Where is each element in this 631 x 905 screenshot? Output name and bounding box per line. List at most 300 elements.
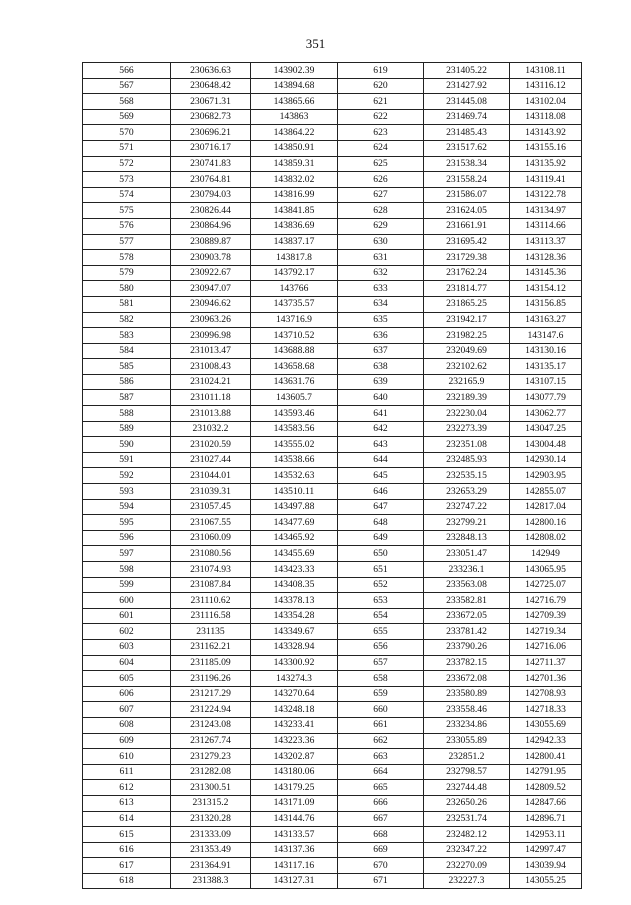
- x-coordinate-cell: 231282.08: [171, 764, 251, 780]
- point-number-cell: 663: [338, 749, 424, 765]
- y-coordinate-cell: 143555.02: [251, 437, 338, 453]
- point-number-cell: 600: [83, 593, 171, 609]
- point-number-cell: 574: [83, 187, 171, 203]
- x-coordinate-cell: 231485.43: [424, 125, 510, 141]
- table-row: [83, 296, 582, 312]
- y-coordinate-cell: 143114.66: [510, 218, 582, 234]
- y-coordinate-cell: 142942.33: [510, 733, 582, 749]
- x-coordinate-cell: 231695.42: [424, 234, 510, 250]
- y-coordinate-cell: 143354.28: [251, 608, 338, 624]
- y-coordinate-cell: 143378.13: [251, 593, 338, 609]
- y-coordinate-cell: 143137.36: [251, 842, 338, 858]
- y-coordinate-cell: 142930.14: [510, 452, 582, 468]
- x-coordinate-cell: 231661.91: [424, 218, 510, 234]
- table-row: [83, 374, 582, 390]
- y-coordinate-cell: 143894.68: [251, 78, 338, 94]
- x-coordinate-cell: 233790.26: [424, 639, 510, 655]
- table-row: [83, 530, 582, 546]
- point-number-cell: 664: [338, 764, 424, 780]
- point-number-cell: 618: [83, 873, 171, 889]
- x-coordinate-cell: 231517.62: [424, 140, 510, 156]
- point-number-cell: 596: [83, 530, 171, 546]
- table-row: [83, 343, 582, 359]
- y-coordinate-cell: 142817.04: [510, 499, 582, 515]
- point-number-cell: 662: [338, 733, 424, 749]
- table-row: [83, 749, 582, 765]
- x-coordinate-cell: 232744.48: [424, 780, 510, 796]
- x-coordinate-cell: 230864.96: [171, 218, 251, 234]
- point-number-cell: 616: [83, 842, 171, 858]
- point-number-cell: 568: [83, 94, 171, 110]
- table-row: [83, 187, 582, 203]
- x-coordinate-cell: 232273.39: [424, 421, 510, 437]
- point-number-cell: 609: [83, 733, 171, 749]
- table-row: [83, 359, 582, 375]
- point-number-cell: 666: [338, 795, 424, 811]
- y-coordinate-cell: 143837.17: [251, 234, 338, 250]
- point-number-cell: 597: [83, 546, 171, 562]
- y-coordinate-cell: 143135.92: [510, 156, 582, 172]
- y-coordinate-cell: 143735.57: [251, 296, 338, 312]
- point-number-cell: 589: [83, 421, 171, 437]
- table-row: [83, 515, 582, 531]
- point-number-cell: 571: [83, 140, 171, 156]
- point-number-cell: 671: [338, 873, 424, 889]
- x-coordinate-cell: 231814.77: [424, 281, 510, 297]
- x-coordinate-cell: 231333.09: [171, 827, 251, 843]
- point-number-cell: 670: [338, 858, 424, 874]
- y-coordinate-cell: 143455.69: [251, 546, 338, 562]
- table-row: [83, 312, 582, 328]
- y-coordinate-cell: 143147.6: [510, 328, 582, 344]
- y-coordinate-cell: 143538.66: [251, 452, 338, 468]
- x-coordinate-cell: 231267.74: [171, 733, 251, 749]
- point-number-cell: 594: [83, 499, 171, 515]
- y-coordinate-cell: 143122.78: [510, 187, 582, 203]
- point-number-cell: 630: [338, 234, 424, 250]
- table-row: [83, 234, 582, 250]
- y-coordinate-cell: 143004.48: [510, 437, 582, 453]
- y-coordinate-cell: 142809.52: [510, 780, 582, 796]
- x-coordinate-cell: 230716.17: [171, 140, 251, 156]
- table-row: [83, 484, 582, 500]
- y-coordinate-cell: 142847.66: [510, 795, 582, 811]
- point-number-cell: 593: [83, 484, 171, 500]
- point-number-cell: 658: [338, 671, 424, 687]
- y-coordinate-cell: 143135.17: [510, 359, 582, 375]
- x-coordinate-cell: 231243.08: [171, 717, 251, 733]
- y-coordinate-cell: 142719.34: [510, 624, 582, 640]
- x-coordinate-cell: 232799.21: [424, 515, 510, 531]
- table-row: [83, 94, 582, 110]
- y-coordinate-cell: 143202.87: [251, 749, 338, 765]
- x-coordinate-cell: 231427.92: [424, 78, 510, 94]
- x-coordinate-cell: 232531.74: [424, 811, 510, 827]
- point-number-cell: 588: [83, 406, 171, 422]
- x-coordinate-cell: 231353.49: [171, 842, 251, 858]
- point-number-cell: 598: [83, 562, 171, 578]
- x-coordinate-cell: 230922.67: [171, 265, 251, 281]
- point-number-cell: 585: [83, 359, 171, 375]
- y-coordinate-cell: 143180.06: [251, 764, 338, 780]
- point-number-cell: 579: [83, 265, 171, 281]
- point-number-cell: 660: [338, 702, 424, 718]
- x-coordinate-cell: 231320.28: [171, 811, 251, 827]
- point-number-cell: 612: [83, 780, 171, 796]
- y-coordinate-cell: 143658.68: [251, 359, 338, 375]
- y-coordinate-cell: 143117.16: [251, 858, 338, 874]
- y-coordinate-cell: 142953.11: [510, 827, 582, 843]
- y-coordinate-cell: 143688.88: [251, 343, 338, 359]
- point-number-cell: 634: [338, 296, 424, 312]
- point-number-cell: 646: [338, 484, 424, 500]
- x-coordinate-cell: 231135: [171, 624, 251, 640]
- table-row: [83, 437, 582, 453]
- y-coordinate-cell: 143532.63: [251, 468, 338, 484]
- x-coordinate-cell: 231729.38: [424, 250, 510, 266]
- point-number-cell: 581: [83, 296, 171, 312]
- y-coordinate-cell: 143248.18: [251, 702, 338, 718]
- x-coordinate-cell: 231558.24: [424, 172, 510, 188]
- x-coordinate-cell: 230946.62: [171, 296, 251, 312]
- table-row: [83, 250, 582, 266]
- y-coordinate-cell: 143300.92: [251, 655, 338, 671]
- table-row: [83, 499, 582, 515]
- table-row: [83, 468, 582, 484]
- x-coordinate-cell: 233563.08: [424, 577, 510, 593]
- point-number-cell: 567: [83, 78, 171, 94]
- y-coordinate-cell: 143039.94: [510, 858, 582, 874]
- y-coordinate-cell: 143134.97: [510, 203, 582, 219]
- x-coordinate-cell: 231057.45: [171, 499, 251, 515]
- point-number-cell: 577: [83, 234, 171, 250]
- y-coordinate-cell: 143130.16: [510, 343, 582, 359]
- y-coordinate-cell: 143133.57: [251, 827, 338, 843]
- y-coordinate-cell: 143062.77: [510, 406, 582, 422]
- point-number-cell: 638: [338, 359, 424, 375]
- point-number-cell: 632: [338, 265, 424, 281]
- x-coordinate-cell: 232535.15: [424, 468, 510, 484]
- x-coordinate-cell: 231032.2: [171, 421, 251, 437]
- point-number-cell: 569: [83, 109, 171, 125]
- x-coordinate-cell: 231586.07: [424, 187, 510, 203]
- y-coordinate-cell: 143710.52: [251, 328, 338, 344]
- y-coordinate-cell: 143850.91: [251, 140, 338, 156]
- y-coordinate-cell: 143510.11: [251, 484, 338, 500]
- point-number-cell: 645: [338, 468, 424, 484]
- x-coordinate-cell: 230996.98: [171, 328, 251, 344]
- point-number-cell: 591: [83, 452, 171, 468]
- table-row: [83, 452, 582, 468]
- point-number-cell: 637: [338, 343, 424, 359]
- x-coordinate-cell: 232653.29: [424, 484, 510, 500]
- point-number-cell: 584: [83, 343, 171, 359]
- point-number-cell: 668: [338, 827, 424, 843]
- x-coordinate-cell: 231013.88: [171, 406, 251, 422]
- point-number-cell: 625: [338, 156, 424, 172]
- x-coordinate-cell: 231067.55: [171, 515, 251, 531]
- x-coordinate-cell: 231185.09: [171, 655, 251, 671]
- x-coordinate-cell: 232482.12: [424, 827, 510, 843]
- y-coordinate-cell: 143817.8: [251, 250, 338, 266]
- point-number-cell: 590: [83, 437, 171, 453]
- table-row: [83, 577, 582, 593]
- point-number-cell: 623: [338, 125, 424, 141]
- point-number-cell: 617: [83, 858, 171, 874]
- y-coordinate-cell: 143593.46: [251, 406, 338, 422]
- point-number-cell: 659: [338, 686, 424, 702]
- point-number-cell: 648: [338, 515, 424, 531]
- y-coordinate-cell: 142949: [510, 546, 582, 562]
- x-coordinate-cell: 230682.73: [171, 109, 251, 125]
- point-number-cell: 572: [83, 156, 171, 172]
- point-number-cell: 578: [83, 250, 171, 266]
- point-number-cell: 575: [83, 203, 171, 219]
- point-number-cell: 595: [83, 515, 171, 531]
- x-coordinate-cell: 231020.59: [171, 437, 251, 453]
- y-coordinate-cell: 143055.69: [510, 717, 582, 733]
- y-coordinate-cell: 143145.36: [510, 265, 582, 281]
- y-coordinate-cell: 143233.41: [251, 717, 338, 733]
- table-row: [83, 593, 582, 609]
- table-row: [83, 655, 582, 671]
- point-number-cell: 592: [83, 468, 171, 484]
- point-number-cell: 651: [338, 562, 424, 578]
- y-coordinate-cell: 142716.06: [510, 639, 582, 655]
- y-coordinate-cell: 142709.39: [510, 608, 582, 624]
- x-coordinate-cell: 232798.57: [424, 764, 510, 780]
- point-number-cell: 641: [338, 406, 424, 422]
- point-number-cell: 602: [83, 624, 171, 640]
- y-coordinate-cell: 143102.04: [510, 94, 582, 110]
- point-number-cell: 647: [338, 499, 424, 515]
- point-number-cell: 639: [338, 374, 424, 390]
- x-coordinate-cell: 233672.05: [424, 608, 510, 624]
- coordinates-table: [82, 62, 582, 889]
- x-coordinate-cell: 232270.09: [424, 858, 510, 874]
- y-coordinate-cell: 143902.39: [251, 63, 338, 79]
- x-coordinate-cell: 231315.2: [171, 795, 251, 811]
- point-number-cell: 582: [83, 312, 171, 328]
- x-coordinate-cell: 232747.22: [424, 499, 510, 515]
- x-coordinate-cell: 230947.07: [171, 281, 251, 297]
- x-coordinate-cell: 231469.74: [424, 109, 510, 125]
- x-coordinate-cell: 231445.08: [424, 94, 510, 110]
- y-coordinate-cell: 143179.25: [251, 780, 338, 796]
- y-coordinate-cell: 143119.41: [510, 172, 582, 188]
- y-coordinate-cell: 143055.25: [510, 873, 582, 889]
- y-coordinate-cell: 143144.76: [251, 811, 338, 827]
- point-number-cell: 656: [338, 639, 424, 655]
- point-number-cell: 667: [338, 811, 424, 827]
- point-number-cell: 636: [338, 328, 424, 344]
- point-number-cell: 611: [83, 764, 171, 780]
- table-row: [83, 172, 582, 188]
- point-number-cell: 624: [338, 140, 424, 156]
- y-coordinate-cell: 143155.16: [510, 140, 582, 156]
- x-coordinate-cell: 233051.47: [424, 546, 510, 562]
- point-number-cell: 566: [83, 63, 171, 79]
- table-row: [83, 858, 582, 874]
- x-coordinate-cell: 232650.26: [424, 795, 510, 811]
- y-coordinate-cell: 143841.85: [251, 203, 338, 219]
- x-coordinate-cell: 233055.89: [424, 733, 510, 749]
- x-coordinate-cell: 232351.08: [424, 437, 510, 453]
- x-coordinate-cell: 231116.58: [171, 608, 251, 624]
- x-coordinate-cell: 231196.26: [171, 671, 251, 687]
- point-number-cell: 603: [83, 639, 171, 655]
- table-row: [83, 639, 582, 655]
- x-coordinate-cell: 232347.22: [424, 842, 510, 858]
- x-coordinate-cell: 233672.08: [424, 671, 510, 687]
- table-row: [83, 764, 582, 780]
- table-row: [83, 702, 582, 718]
- point-number-cell: 601: [83, 608, 171, 624]
- x-coordinate-cell: 231865.25: [424, 296, 510, 312]
- y-coordinate-cell: 143836.69: [251, 218, 338, 234]
- page-number: 351: [305, 36, 326, 51]
- point-number-cell: 586: [83, 374, 171, 390]
- y-coordinate-cell: 143631.76: [251, 374, 338, 390]
- y-coordinate-cell: 143408.35: [251, 577, 338, 593]
- point-number-cell: 621: [338, 94, 424, 110]
- x-coordinate-cell: 231942.17: [424, 312, 510, 328]
- x-coordinate-cell: 231405.22: [424, 63, 510, 79]
- y-coordinate-cell: 143118.08: [510, 109, 582, 125]
- x-coordinate-cell: 231027.44: [171, 452, 251, 468]
- point-number-cell: 633: [338, 281, 424, 297]
- table-row: [83, 125, 582, 141]
- point-number-cell: 640: [338, 390, 424, 406]
- point-number-cell: 614: [83, 811, 171, 827]
- x-coordinate-cell: 233236.1: [424, 562, 510, 578]
- table-row: [83, 811, 582, 827]
- y-coordinate-cell: 143223.36: [251, 733, 338, 749]
- y-coordinate-cell: 142903.95: [510, 468, 582, 484]
- x-coordinate-cell: 232227.3: [424, 873, 510, 889]
- coordinates-table-body: [83, 63, 582, 889]
- point-number-cell: 629: [338, 218, 424, 234]
- point-number-cell: 599: [83, 577, 171, 593]
- point-number-cell: 642: [338, 421, 424, 437]
- table-row: [83, 795, 582, 811]
- point-number-cell: 652: [338, 577, 424, 593]
- x-coordinate-cell: 231162.21: [171, 639, 251, 655]
- point-number-cell: 650: [338, 546, 424, 562]
- y-coordinate-cell: 143128.36: [510, 250, 582, 266]
- y-coordinate-cell: 143143.92: [510, 125, 582, 141]
- table-row: [83, 78, 582, 94]
- table-row: [83, 63, 582, 79]
- y-coordinate-cell: 143863: [251, 109, 338, 125]
- table-row: [83, 218, 582, 234]
- x-coordinate-cell: 233582.81: [424, 593, 510, 609]
- table-row: [83, 406, 582, 422]
- y-coordinate-cell: 143156.85: [510, 296, 582, 312]
- x-coordinate-cell: 233234.86: [424, 717, 510, 733]
- y-coordinate-cell: 143107.15: [510, 374, 582, 390]
- point-number-cell: 653: [338, 593, 424, 609]
- y-coordinate-cell: 142791.95: [510, 764, 582, 780]
- y-coordinate-cell: 143077.79: [510, 390, 582, 406]
- y-coordinate-cell: 142718.33: [510, 702, 582, 718]
- y-coordinate-cell: 143832.02: [251, 172, 338, 188]
- y-coordinate-cell: 143716.9: [251, 312, 338, 328]
- y-coordinate-cell: 143423.33: [251, 562, 338, 578]
- x-coordinate-cell: 231300.51: [171, 780, 251, 796]
- table-row: [83, 717, 582, 733]
- x-coordinate-cell: 232851.2: [424, 749, 510, 765]
- x-coordinate-cell: 230741.83: [171, 156, 251, 172]
- y-coordinate-cell: 142708.93: [510, 686, 582, 702]
- y-coordinate-cell: 143270.64: [251, 686, 338, 702]
- x-coordinate-cell: 233558.46: [424, 702, 510, 718]
- point-number-cell: 587: [83, 390, 171, 406]
- table-row: [83, 842, 582, 858]
- x-coordinate-cell: 232485.93: [424, 452, 510, 468]
- y-coordinate-cell: 143163.27: [510, 312, 582, 328]
- x-coordinate-cell: 232049.69: [424, 343, 510, 359]
- point-number-cell: 615: [83, 827, 171, 843]
- table-row: [83, 421, 582, 437]
- y-coordinate-cell: 143865.66: [251, 94, 338, 110]
- point-number-cell: 635: [338, 312, 424, 328]
- table-row: [83, 109, 582, 125]
- y-coordinate-cell: 143116.12: [510, 78, 582, 94]
- y-coordinate-cell: 143766: [251, 281, 338, 297]
- table-row: [83, 686, 582, 702]
- x-coordinate-cell: 233781.42: [424, 624, 510, 640]
- x-coordinate-cell: 231110.62: [171, 593, 251, 609]
- x-coordinate-cell: 233782.15: [424, 655, 510, 671]
- point-number-cell: 613: [83, 795, 171, 811]
- table-row: [83, 733, 582, 749]
- point-number-cell: 627: [338, 187, 424, 203]
- point-number-cell: 619: [338, 63, 424, 79]
- point-number-cell: 604: [83, 655, 171, 671]
- x-coordinate-cell: 231060.09: [171, 530, 251, 546]
- x-coordinate-cell: 230826.44: [171, 203, 251, 219]
- x-coordinate-cell: 230696.21: [171, 125, 251, 141]
- y-coordinate-cell: 142800.41: [510, 749, 582, 765]
- point-number-cell: 570: [83, 125, 171, 141]
- table-row: [83, 265, 582, 281]
- x-coordinate-cell: 231008.43: [171, 359, 251, 375]
- point-number-cell: 580: [83, 281, 171, 297]
- y-coordinate-cell: 143605.7: [251, 390, 338, 406]
- x-coordinate-cell: 230764.81: [171, 172, 251, 188]
- point-number-cell: 669: [338, 842, 424, 858]
- y-coordinate-cell: 142808.02: [510, 530, 582, 546]
- x-coordinate-cell: 230671.31: [171, 94, 251, 110]
- x-coordinate-cell: 232102.62: [424, 359, 510, 375]
- point-number-cell: 644: [338, 452, 424, 468]
- table-row: [83, 671, 582, 687]
- y-coordinate-cell: 142711.37: [510, 655, 582, 671]
- x-coordinate-cell: 231982.25: [424, 328, 510, 344]
- point-number-cell: 628: [338, 203, 424, 219]
- y-coordinate-cell: 142855.07: [510, 484, 582, 500]
- y-coordinate-cell: 143864.22: [251, 125, 338, 141]
- table-row: [83, 281, 582, 297]
- y-coordinate-cell: 143497.88: [251, 499, 338, 515]
- x-coordinate-cell: 231039.31: [171, 484, 251, 500]
- point-number-cell: 573: [83, 172, 171, 188]
- x-coordinate-cell: 231074.93: [171, 562, 251, 578]
- x-coordinate-cell: 233580.89: [424, 686, 510, 702]
- table-row: [83, 156, 582, 172]
- y-coordinate-cell: 143113.37: [510, 234, 582, 250]
